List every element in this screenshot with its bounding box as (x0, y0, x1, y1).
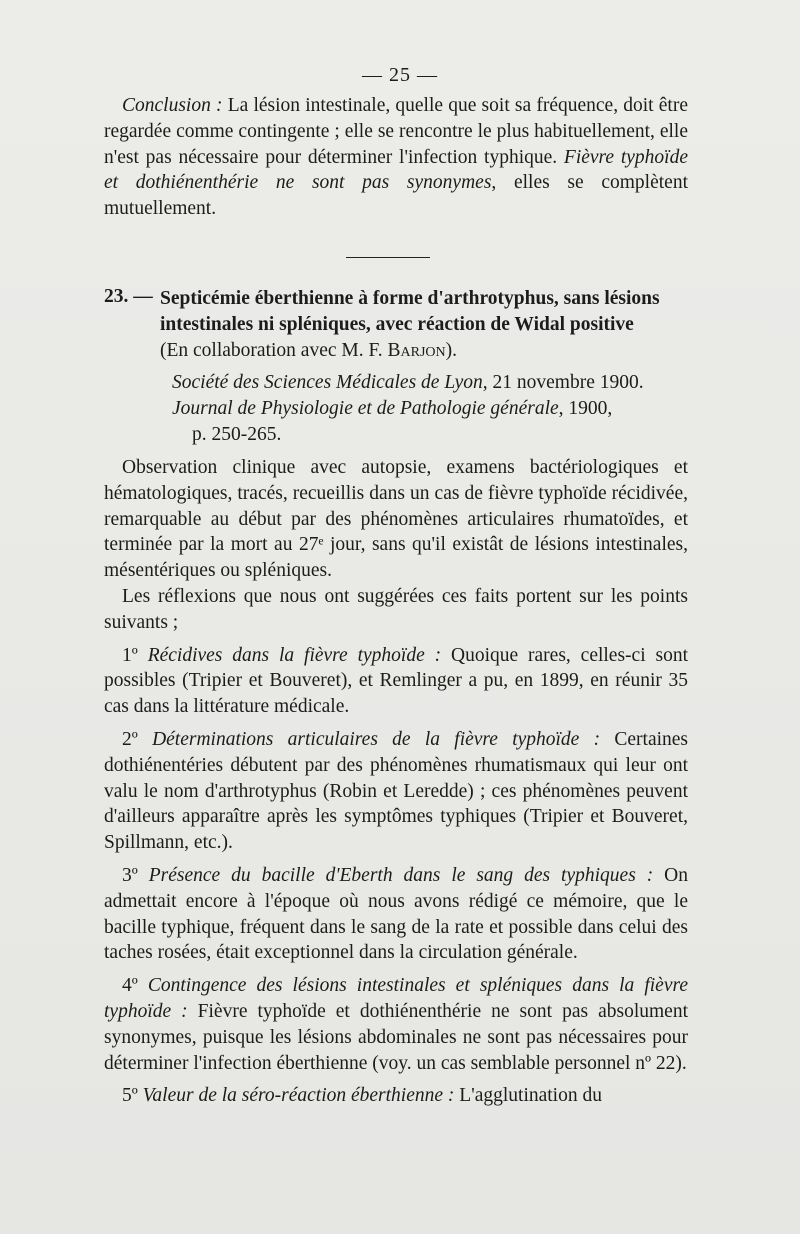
entry-title: Septicémie éberthienne à forme d'arthrotyphus, sans lésions intestinales ni spléniques, avec réaction de Widal positive (160, 288, 660, 335)
point-1-heading: Récidives dans la fièvre typhoïde : (147, 644, 442, 666)
point-4-heading: Contingence des lésions intestinales et spléniques dans la fièvre typhoïde : (104, 975, 689, 1022)
point-4: 4º Contingence des lésions intestinales et spléniques dans la fièvre typhoïde : Fièvre typhoïde et dothiénenthérie ne sont pas absolument synonymes, puisque les lésions abdominales ne sont pas nécessaires pour déterminer l'infection éberthienne (voy. un cas semblable personnel nº 22). (104, 975, 689, 1074)
conclusion-italic: Fièvre typhoïde et dothiénenthérie ne sont pas synonymes (104, 146, 688, 194)
reflections-paragraph: Les réflexions que nous ont suggérées ces faits portent sur les points suivants ; (104, 585, 688, 633)
entry-heading (160, 286, 688, 364)
conclusion-text-b: , elles se complètent mutuellement. (104, 172, 688, 220)
entry-references (172, 370, 688, 448)
point-3: 3º Présence du bacille d'Eberth dans le sang des typhiques : On admettait encore à l'époque où nous avons rédigé ce mémoire, que le bacille typhique, fréquent dans le sang de la rate et possible dans celui des taches rosées, était exceptionnel dans la circulation générale. (104, 864, 688, 964)
point-5-heading: Valeur de la séro-réaction éberthienne : (142, 1085, 455, 1107)
point-1: 1º Récidives dans la fièvre typhoïde : Quoique rares, celles-ci sont possibles (Tripier et Bouveret), et Remlinger a pu, en 1899, en réunir 35 cas dans la littérature médicale. (104, 644, 688, 718)
reference-2: Journal de Physiologie et de Pathologie générale, 1900, (172, 398, 613, 419)
body-text (104, 455, 688, 1109)
point-2-heading: Déterminations articulaires de la fièvre typhoïde : (152, 728, 601, 750)
reference-1: Société des Sciences Médicales de Lyon, 21 novembre 1900. (172, 372, 644, 393)
section-divider (346, 257, 430, 258)
point-3-heading: Présence du bacille d'Eberth dans le sang des typhiques : (148, 864, 654, 886)
page-number: — 25 — (362, 64, 438, 86)
point-5: 5º Valeur de la séro-réaction éberthienne : L'agglutination du (122, 1085, 602, 1107)
conclusion-paragraph (104, 93, 688, 222)
conclusion-text-a: La lésion intestinale, quelle que soit sa fréquence, doit être regardée comme contingente ; elle se rencontre le plus habituellement, elle n'est pas nécessaire pour déterminer l'infection typhique. (104, 95, 688, 168)
collaborator-name: Barjon (387, 340, 446, 361)
conclusion-label: Conclusion : (122, 95, 223, 116)
observation-paragraph: Observation clinique avec autopsie, examens bactériologiques et hématologiques, tracés, recueillis dans un cas de fièvre typhoïde récidivée, remarquable au début par des phénomènes articulaires rhumatoïdes, et terminée par la mort au 27ᵉ jour, sans qu'il existât de lésions intestinales, mésentériques ou spléniques. (104, 457, 688, 582)
entry-number: 23. — (104, 286, 153, 307)
point-2: 2º Déterminations articulaires de la fièvre typhoïde : Certaines dothiénentéries débutent par des phénomènes rhumatismaux qui leur ont valu le nom d'arthrotyphus (Robin et Leredde) ; ces phénomènes peuvent d'ailleurs apparaître après les symptômes typhiques (Tripier et Bouveret, Spillmann, etc.). (104, 728, 689, 854)
entry-collaboration: (En collaboration avec M. F. Barjon). (160, 340, 457, 361)
reference-2-pages: p. 250-265. (192, 424, 282, 445)
